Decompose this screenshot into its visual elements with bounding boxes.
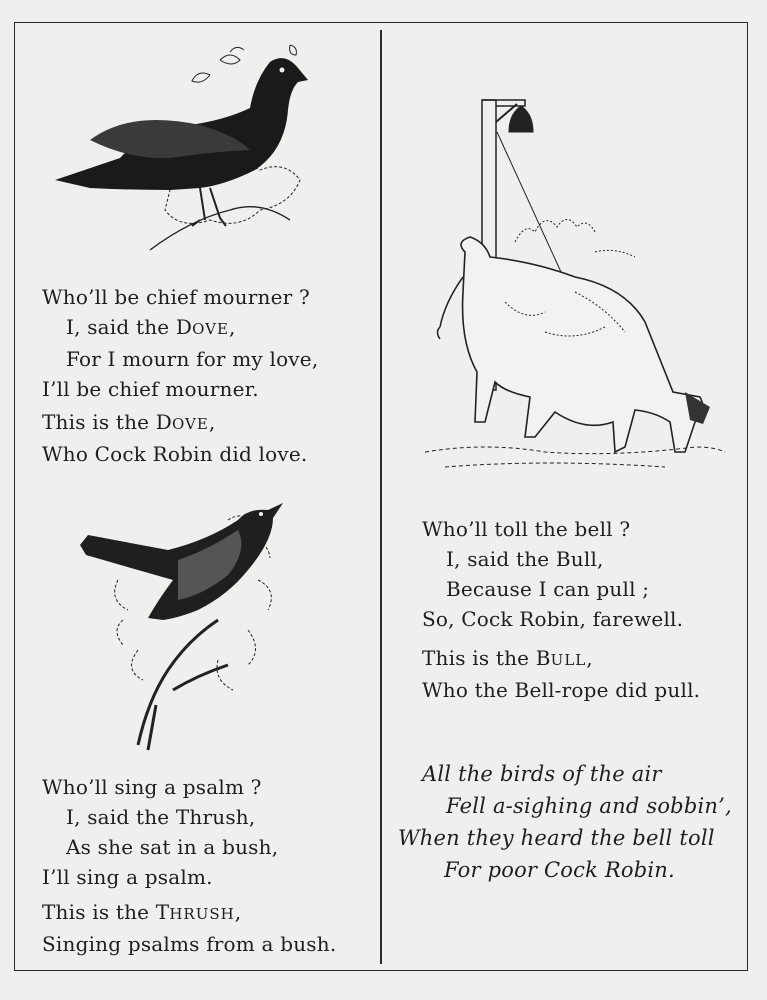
dove-illustration [50,40,330,260]
thrush-verse-line-1: Who’ll sing a psalm ? [42,775,262,799]
dove-caption [42,407,307,469]
thrush-verse-line-3: As she sat in a bush, [66,835,279,859]
dove-verse-line-2-punct: , [228,315,236,339]
bull-caption-line-2: Who the Bell-rope did pull. [422,678,701,702]
dove-caption-smallcaps: OVE [172,415,209,433]
bull-caption [422,643,700,705]
finale-line-4: For poor Cock Robin. [444,858,675,882]
thrush-caption [42,897,336,959]
column-divider [380,30,382,964]
thrush-verse [42,772,278,892]
finale-line-3: When they heard the bell toll [398,826,715,850]
bull-verse-line-2: I, said the Bull, [446,547,604,571]
bull-illustration [425,92,725,492]
thrush-caption-line-1 [42,897,336,929]
bull-verse [422,514,683,634]
thrush-caption-line-2: Singing psalms from a bush. [42,932,337,956]
bull-verse-line-1: Who’ll toll the bell ? [422,517,631,541]
dove-verse [42,282,318,404]
thrush-verse-line-2: I, said the Thrush, [66,805,256,829]
thrush-verse-line-4: I’ll sing a psalm. [42,865,213,889]
bull-caption-smallcaps: ULL [550,651,587,669]
dove-verse-line-1: Who’ll be chief mourner ? [42,285,310,309]
thrush-caption-punct: , [234,900,242,924]
bull-verse-line-3: Because I can pull ; [446,577,650,601]
finale-line-2: Fell a-sighing and sobbin’, [446,794,732,818]
thrush-caption-text: This is the T [42,900,170,924]
dove-caption-line-2: Who Cock Robin did love. [42,442,308,466]
finale-line-1: All the birds of the air [422,762,662,786]
dove-verse-line-3: For I mourn for my love, [66,347,319,371]
dove-caption-line-1 [42,407,307,439]
thrush-illustration [78,500,298,755]
bull-caption-punct: , [586,646,593,670]
bull-caption-text: This is the B [422,646,551,670]
dove-caption-text: This is the D [42,410,173,434]
thrush-caption-smallcaps: HRUSH [169,905,235,923]
dove-verse-line-4: I’ll be chief mourner. [42,377,259,401]
bull-caption-line-1 [422,643,700,675]
dove-verse-line-2 [42,312,318,344]
finale-stanza [398,758,732,886]
bull-verse-line-4: So, Cock Robin, farewell. [422,607,684,631]
dove-caption-punct: , [208,410,216,434]
dove-name-smallcaps: OVE [192,320,229,338]
dove-verse-line-2-text: I, said the D [66,315,193,339]
